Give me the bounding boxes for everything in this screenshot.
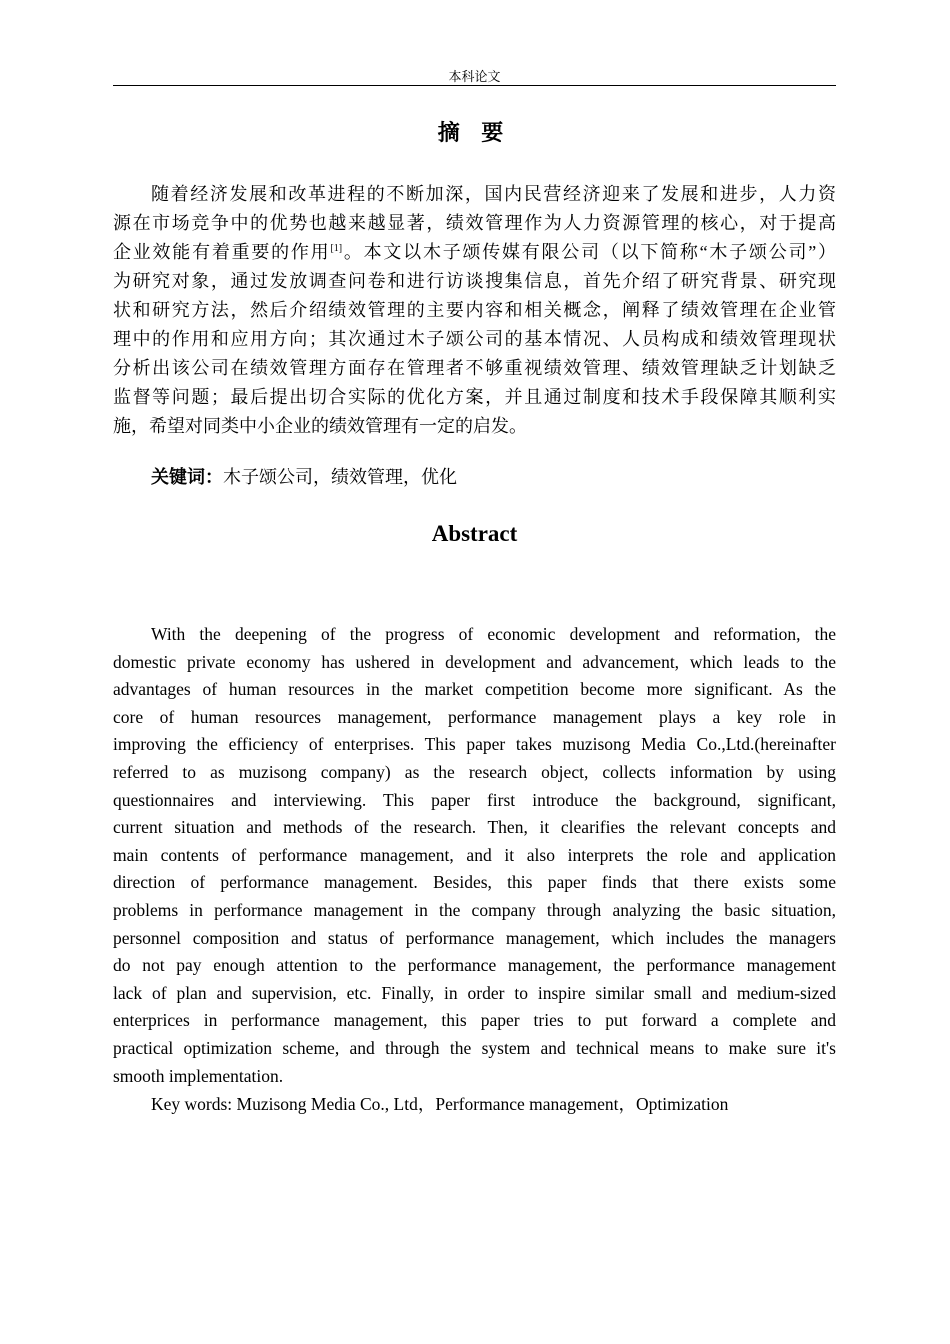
text-line: advantages of human resources in the market competition become more significant. As the (113, 679, 836, 700)
text-line: enterprices in performance management, this paper tries to put forward a complete and (113, 1010, 836, 1031)
text-line (113, 238, 836, 267)
citation[interactable]: [1] (330, 243, 343, 254)
text-line: lack of plan and supervision, etc. Finally, in order to inspire similar small and medium-sized (113, 982, 836, 1003)
text-segment: 。本文以木子颂传媒有限公司（以下简称“木子颂公司”） (342, 242, 836, 262)
text-line: 监督等问题；最后提出切合实际的优化方案，并且通过制度和技术手段保障其顺利实 (113, 387, 836, 407)
text-line: problems in performance management in the company through analyzing the basic situation, (113, 899, 836, 920)
text-line: improving the efficiency of enterprises. This paper takes muzisong Media Co.,Ltd.(hereinafter (113, 734, 836, 755)
text-line: 为研究对象，通过发放调查问卷和进行访谈搜集信息，首先介绍了研究背景、研究现 (113, 271, 836, 291)
text-line: questionnaires and interviewing. This paper first introduce the background, significant, (113, 789, 836, 810)
text-line: referred to as muzisong company) as the research object, collects information by using (113, 761, 836, 782)
text-line: practical optimization scheme, and through the system and technical means to make sure it's (113, 1037, 836, 1058)
text-line: smooth implementation. (113, 1065, 284, 1086)
abstract-en-body (113, 621, 836, 1090)
running-header: 本科论文 (448, 69, 501, 84)
abstract-zh-body (113, 180, 836, 441)
keywords-value: 木子颂公司，绩效管理，优化 (223, 467, 457, 487)
text-line: direction of performance management. Besides, this paper finds that there exists some (113, 872, 836, 893)
keywords-en: Key words: Muzisong Media Co., Ltd，Performance management，Optimization (151, 1094, 729, 1114)
text-line: personnel composition and status of performance management, which includes the managers (113, 927, 836, 948)
abstract-zh-title: 摘 要 (437, 120, 512, 145)
text-line: 随着经济发展和改革进程的不断加深，国内民营经济迎来了发展和进步，人力资 (151, 184, 836, 204)
text-segment: 企业效能有着重要的作用 (113, 242, 331, 262)
text-line: 理中的作用和应用方向；其次通过木子颂公司的基本情况、人员构成和绩效管理现状 (113, 329, 836, 349)
text-line: 状和研究方法，然后介绍绩效管理的主要内容和相关概念，阐释了绩效管理在企业管 (113, 300, 836, 320)
text-line: domestic private economy has ushered in development and advancement, which leads to the (113, 651, 836, 672)
text-line: With the deepening of the progress of economic development and reformation, the (151, 624, 836, 644)
keywords-zh (151, 463, 457, 489)
abstract-en-title: Abstract (431, 521, 518, 546)
text-line: main contents of performance management, and it also interprets the role and application (113, 844, 836, 865)
text-line: do not pay enough attention to the performance management, the performance management (113, 955, 836, 976)
text-line: 源在市场竞争中的优势也越来越显著，绩效管理作为人力资源管理的核心，对于提高 (113, 213, 836, 233)
keywords-label: 关键词： (151, 467, 223, 487)
text-line: current situation and methods of the research. Then, it clearifies the relevant concepts and (113, 817, 836, 838)
header-rule (113, 85, 836, 86)
text-line: core of human resources management, performance management plays a key role in (113, 706, 836, 727)
text-line: 分析出该公司在绩效管理方面存在管理者不够重视绩效管理、绩效管理缺乏计划缺乏 (113, 358, 836, 378)
text-line: 施，希望对同类中小企业的绩效管理有一定的启发。 (113, 416, 527, 436)
